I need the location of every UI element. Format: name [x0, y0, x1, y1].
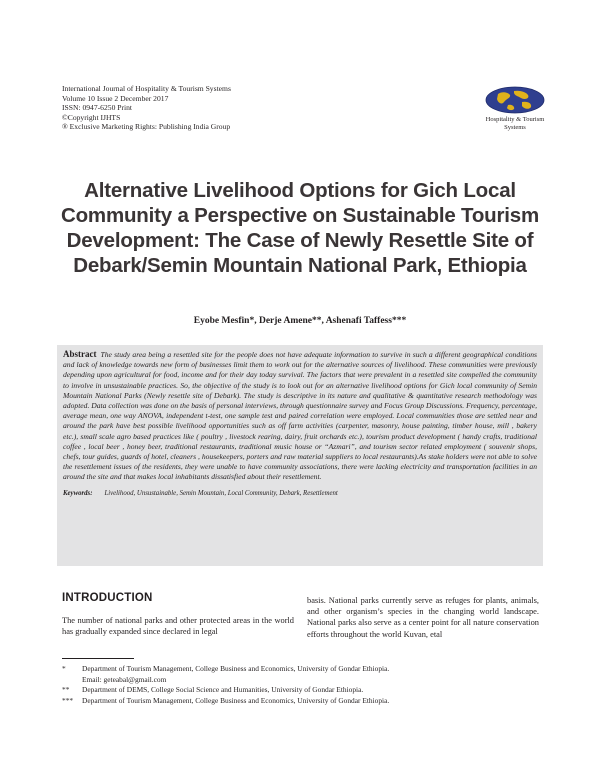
journal-issn: ISSN: 0947-6250 Print: [62, 103, 133, 113]
journal-logo: [470, 85, 560, 141]
journal-name: International Journal of Hospitality & Tourism Systems: [62, 84, 231, 93]
footnote-1: [62, 664, 542, 675]
footnote-mark: *: [62, 664, 66, 673]
journal-rights: ® Exclusive Marketing Rights: Publishing India Group: [62, 122, 231, 132]
intro-right-column: basis. National parks currently serve as refuges for plants, animals, and other organism’s species in the changing world landscape. National parks also serve as a center point for all nature conservation efforts throughout the world Kuvan, etal: [307, 596, 539, 639]
footnote-text: Department of DEMS, College Social Science and Humanities, University of Gondar Ethiopia.: [82, 685, 364, 694]
footnote-email: Email: geteabal@gmail.com: [82, 674, 167, 684]
globe-logo-icon: [484, 85, 546, 115]
footnote-text: Department of Tourism Management, College Business and Economics, University of Gondar Ethiopia.: [82, 695, 390, 705]
footnote-divider: [62, 658, 134, 659]
journal-copyright: ©Copyright IJHTS: [62, 112, 121, 122]
logo-caption: [470, 116, 560, 132]
logo-caption-line1: Hospitality & Tourism: [485, 116, 545, 123]
keywords: [63, 489, 537, 498]
abstract-label: Abstract: [63, 349, 97, 359]
logo-caption-line2: Systems: [504, 124, 526, 131]
footnotes: [62, 664, 542, 706]
section-heading-introduction: INTRODUCTION: [62, 592, 153, 604]
keywords-label: Keywords:: [63, 489, 93, 497]
authors: Eyobe Mesfin*, Derje Amene**, Ashenafi Taffess***: [193, 316, 407, 326]
footnote-text: Department of Tourism Management, College Business and Economics, University of Gondar Ethiopia.: [82, 664, 390, 673]
abstract-box: [57, 345, 543, 566]
footnote-mark: ***: [62, 695, 74, 705]
keywords-text: Livelihood, Unsustainable, Semin Mountain, Local Community, Debark, Resettlement: [104, 489, 338, 497]
footnote-3: [62, 696, 542, 707]
journal-info: [62, 84, 231, 132]
paper-title: Alternative Livelihood Options for Gich Local Community a Perspective on Sustainable Tourism Development: The Case of Newly Resettle Site of Debark/Semin Mountain National Park, Ethiopia: [61, 179, 539, 277]
abstract-paragraph: [63, 349, 537, 483]
abstract-text: The study area being a resettled site for the people does not have adequate information to survive in such a different geographical conditions and lack of knowledge towards new form of businesses limit them to work out for the alternative sources of livelihood. These communities were previously depending upon agricultural for food, income and for their day today survival. The factors that were prevalent in a resettled site compelled the community to involve in unsustainable practices. So, the objective of the study is to look out for an alternative livelihood options for Gich local community of Semin Mountain National Parks (Newly resettle site of Debark). The study is descriptive in its nature and qualitative & quantitative research methodology was adopted. Data collection was done on the basis of personal interviews, through questionnaire survey and Focus Group Discussions. Frequency, percentage, average mean, one way ANOVA, independent t-test, one sample test and paired correlation were employed. Local communities those are settled near and around the park have best possible livelihood opportunities such as off farm activities (carpenter, masonry, house painting, timber house, mill , bakery etc.), small scale agro based practices like ( poultry , livestock rearing, dairy, fruit orchards etc.), tourism product development ( handy crafts, traditional coffee , local beer , honey beer, traditional restaurants, traditional music house or “Azmari”, and tourism sector related employment ( souvenir shops, chefs, tour guides, guards of hotel, cleaners , housekeepers, porters and raw material suppliers to local restaurants).As stake holders were not able to solve the resettlement issues of the residents, they were unable to have community associations, there were lacking electricity and transportation facilities in an around the site and that makes local inhabitants dissatisfied about their resettlement.: [63, 350, 537, 482]
journal-volume: Volume 10 Issue 2 December 2017: [62, 93, 169, 103]
footnote-mark: **: [62, 685, 70, 694]
intro-left-column: The number of national parks and other protected areas in the world has gradually expanded since declared in legal: [62, 616, 294, 637]
footnote-2: [62, 685, 542, 696]
